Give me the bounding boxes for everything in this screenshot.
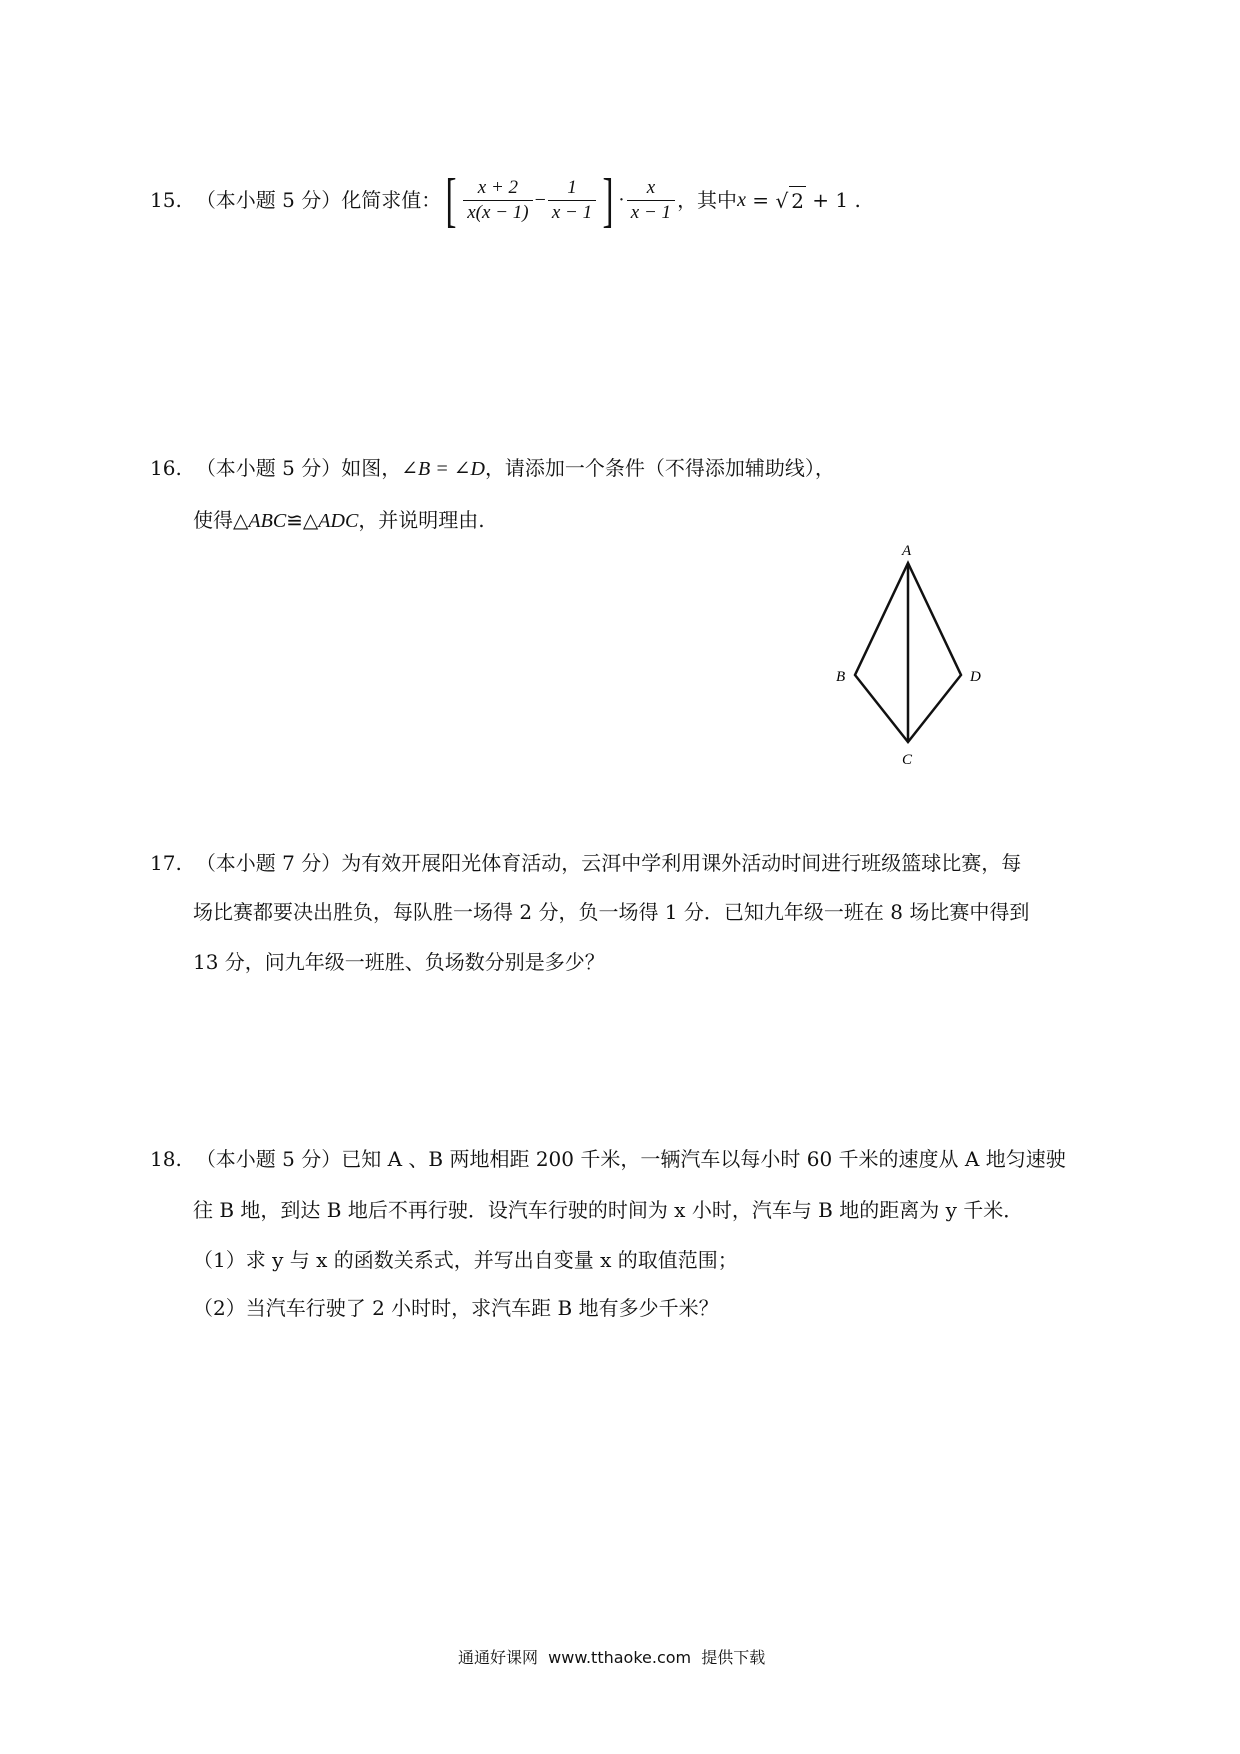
- question-number: 16.: [150, 456, 182, 480]
- question-17-line-2: 场比赛都要决出胜负，每队胜一场得 2 分，负一场得 1 分．已知九年级一班在 8 场比赛中得到: [193, 900, 1030, 924]
- triangle-adc: △ADC: [302, 510, 359, 532]
- question-18-line-1: [150, 1145, 1066, 1173]
- question-16-line-1: [150, 454, 835, 483]
- congruent-sign: ≌: [286, 508, 303, 532]
- question-number: 18.: [150, 1147, 182, 1171]
- page-footer: 通通好课网 www.tthaoke.com 提供下载: [458, 1648, 766, 1667]
- where-equals: =: [745, 188, 776, 212]
- right-bracket: ]: [602, 167, 614, 233]
- fraction-3: $\frac{x}{x - 1}$: [627, 176, 675, 225]
- q16-text-post: ，请添加一个条件（不得添加辅助线），: [484, 456, 835, 480]
- question-number: 15.: [150, 188, 182, 212]
- q16-text-pre: 如图，: [341, 456, 402, 480]
- q16-line2-pre: 使得: [193, 508, 233, 532]
- kite-diagram: [820, 535, 1000, 770]
- triangle-abc: △ABC: [233, 510, 287, 532]
- vertex-label-a: A: [902, 543, 912, 559]
- q18-text-line-1: 已知 A 、B 两地相距 200 千米，一辆汽车以每小时 60 千米的速度从 A 地匀速驶: [341, 1147, 1066, 1171]
- left-bracket: [: [445, 167, 457, 233]
- vertex-label-b: B: [836, 669, 846, 685]
- question-17-line-1: [150, 849, 1021, 877]
- question-16-line-2: [193, 506, 485, 535]
- question-15: [150, 168, 861, 232]
- question-points: （本小题 5 分）: [195, 188, 342, 212]
- question-points: （本小题 5 分）: [195, 1147, 342, 1171]
- fraction-1: $\frac{x + 2}{x(x - 1)}$: [463, 176, 532, 225]
- where-prefix: ，其中: [677, 188, 738, 212]
- angle-condition: ∠B = ∠D: [401, 458, 485, 480]
- q17-text-line-1: 为有效开展阳光体育活动，云洱中学利用课外活动时间进行班级篮球比赛，每: [341, 851, 1022, 875]
- vertex-label-d: D: [970, 669, 981, 685]
- question-18-sub-2: （2）当汽车行驶了 2 小时时，求汽车距 B 地有多少千米？: [193, 1296, 719, 1320]
- minus-sign: −: [534, 189, 546, 211]
- question-points: （本小题 5 分）: [195, 456, 342, 480]
- question-points: （本小题 7 分）: [195, 851, 342, 875]
- question-instruction: 化简求值：: [341, 188, 442, 212]
- fraction-2: $\frac{1}{x - 1}$: [548, 176, 596, 225]
- where-suffix: + 1 .: [805, 188, 861, 212]
- expression: [441, 167, 677, 233]
- where-variable: x: [737, 189, 746, 211]
- dot-operator: ·: [618, 189, 625, 211]
- question-18-sub-1: （1）求 y 与 x 的函数关系式，并写出自变量 x 的取值范围；: [193, 1248, 738, 1272]
- question-17-line-3: 13 分，问九年级一班胜、负场数分别是多少？: [193, 950, 605, 974]
- question-number: 17.: [150, 851, 182, 875]
- sqrt-expression: √ 2: [775, 186, 805, 215]
- q16-line2-post: ，并说明理由.: [358, 508, 485, 532]
- vertex-label-c: C: [902, 752, 913, 768]
- question-18-line-2: 往 B 地，到达 B 地后不再行驶．设汽车行驶的时间为 x 小时，汽车与 B 地的距离为 y 千米．: [193, 1198, 1024, 1222]
